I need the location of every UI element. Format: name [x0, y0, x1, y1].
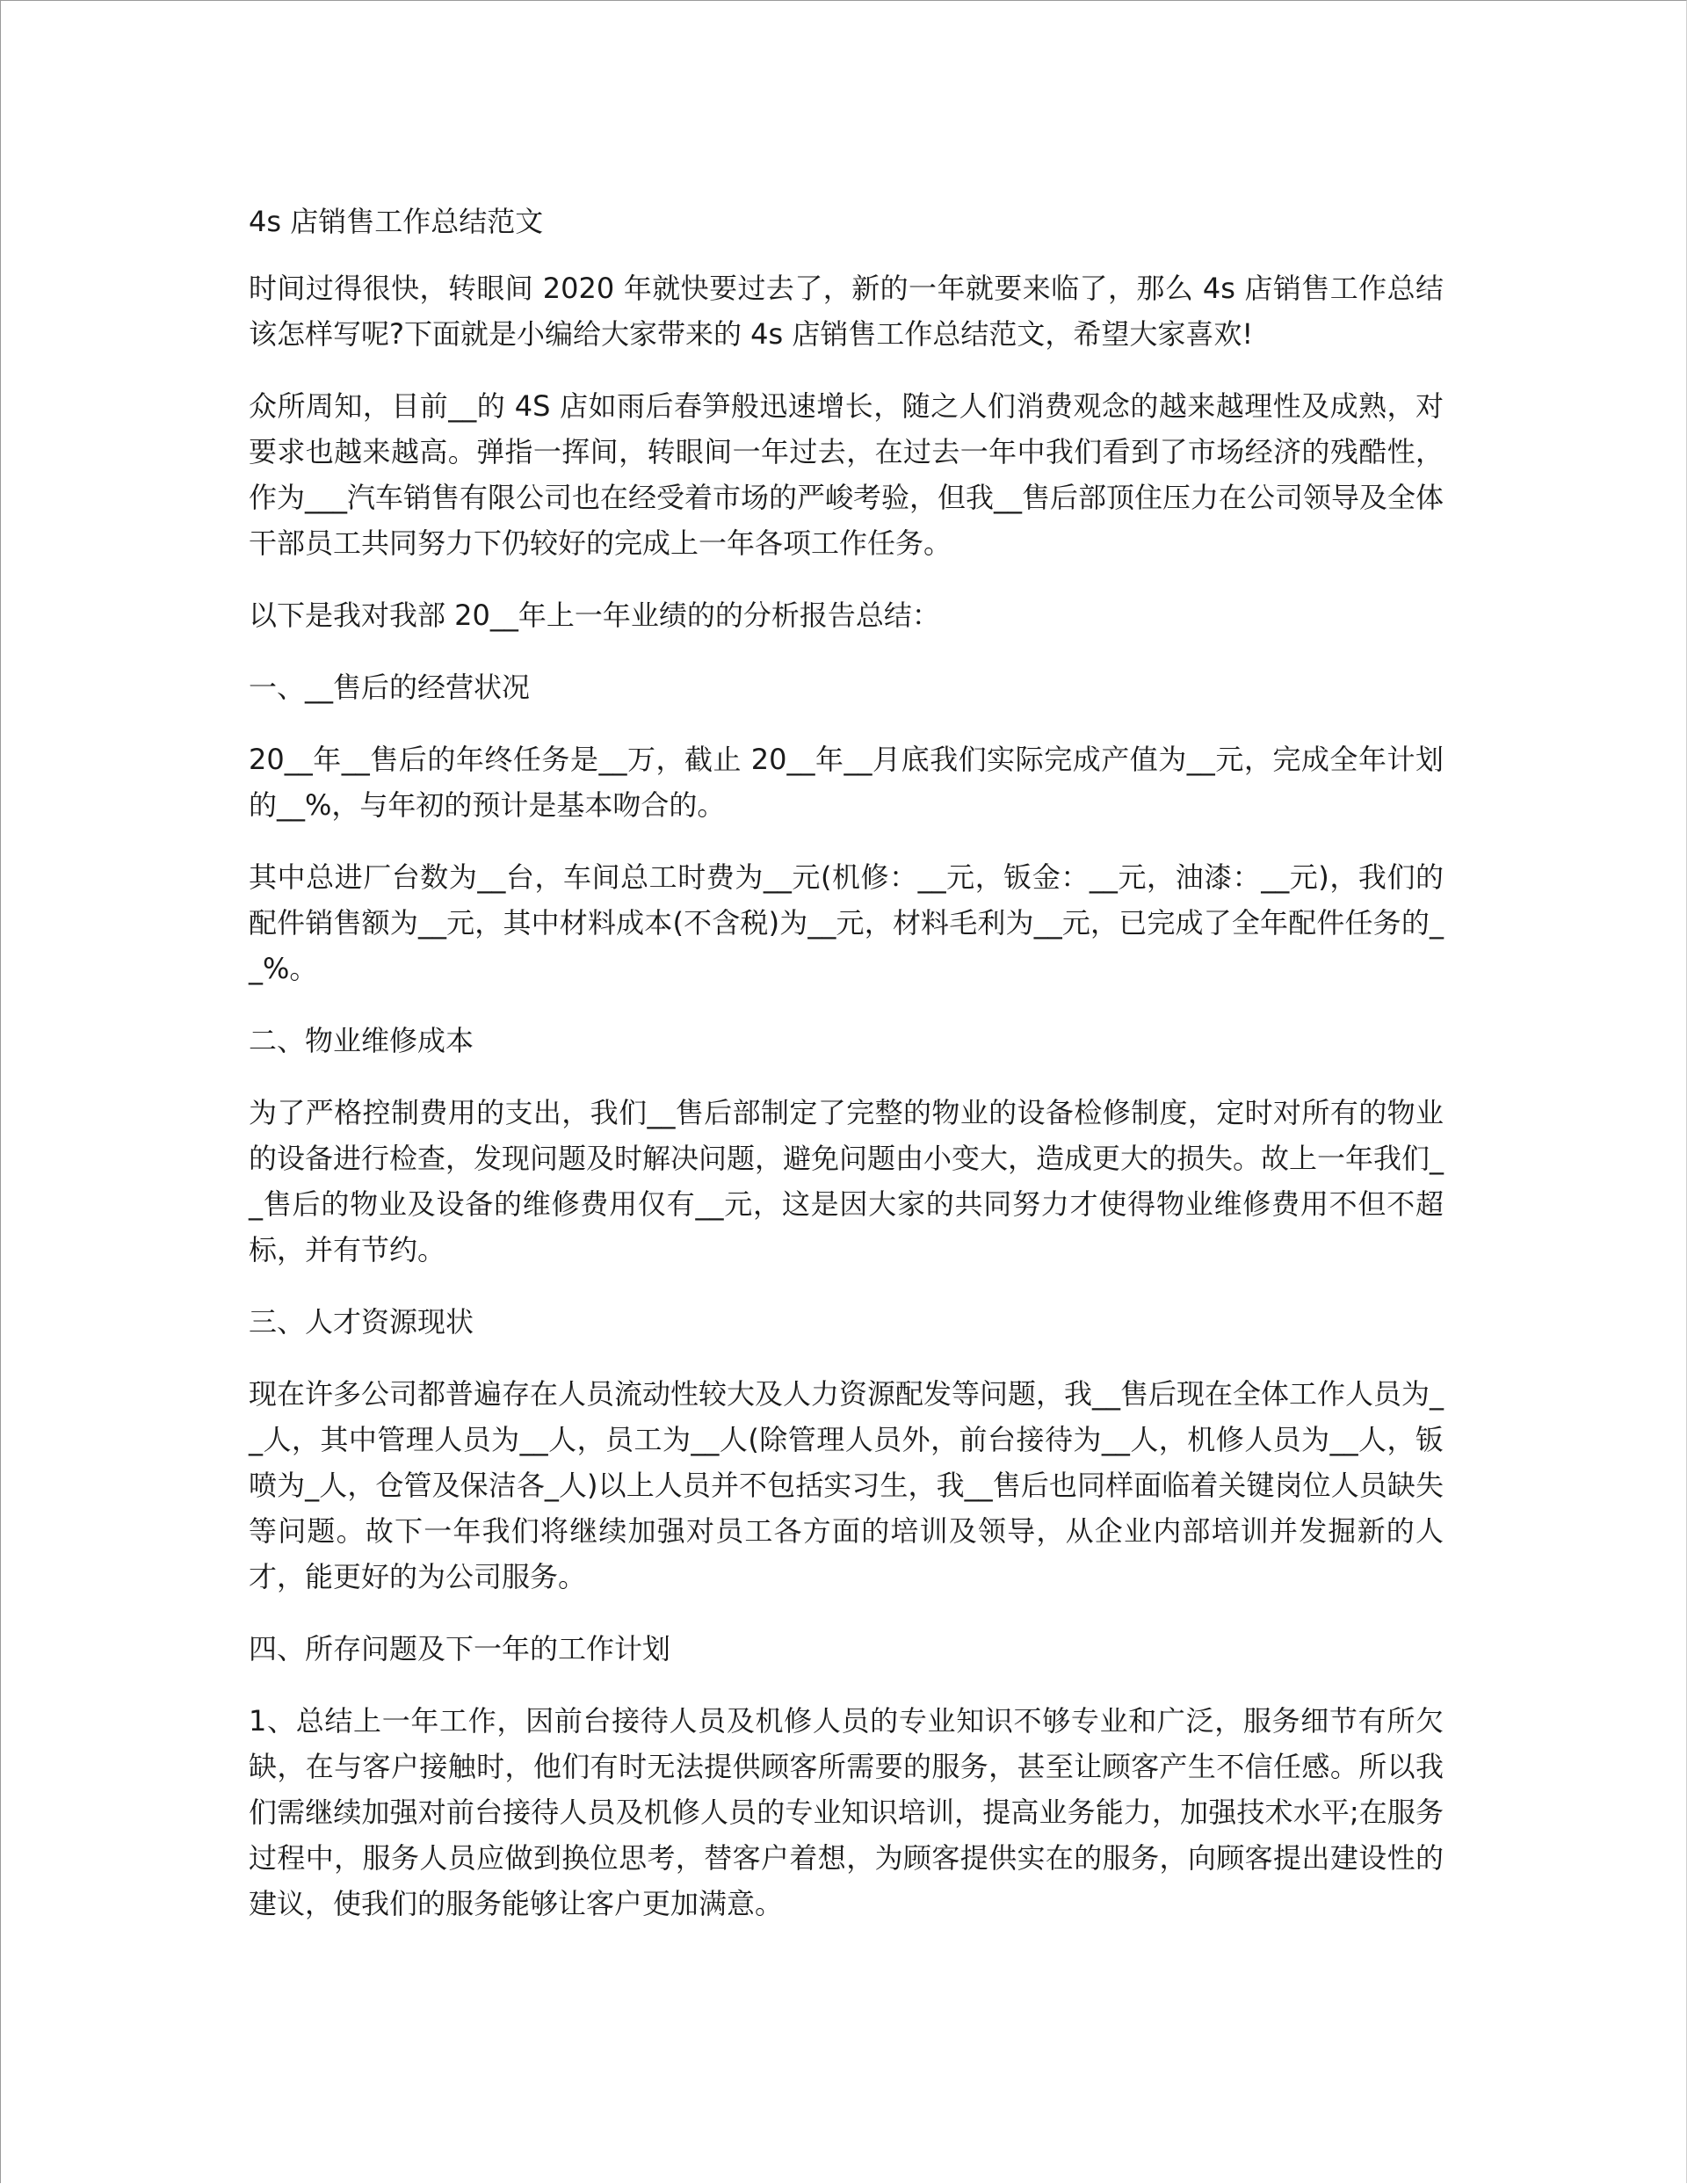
section-1-paragraph-1: 20__年__售后的年终任务是__万，截止 20__年__月底我们实际完成产值为__元，完成全年计划的__%，与年初的预计是基本吻合的。: [249, 743, 1444, 822]
section-3-heading: 三、人才资源现状: [249, 1305, 474, 1339]
section-3-paragraph-1: 现在许多公司都普遍存在人员流动性较大及人力资源配发等问题，我__售后现在全体工作人员为__人，其中管理人员为__人，员工为__人(除管理人员外，前台接待为__人，机修人员为__人，钣喷为_人，仓管及保洁各_人)以上人员并不包括实习生，我__售后也同样面临着关键岗位人员缺失等问题。故下一年我们将继续加强对员工各方面的培训及领导，从企业内部培训并发掘新的人才，能更好的为公司服务。: [249, 1377, 1444, 1593]
section-2-paragraph-1: 为了严格控制费用的支出，我们__售后部制定了完整的物业的设备检修制度，定时对所有的物业的设备进行检查，发现问题及时解决问题，避免问题由小变大，造成更大的损失。故上一年我们__售后的物业及设备的维修费用仅有__元，这是因大家的共同努力才使得物业维修费用不但不超标，并有节约。: [249, 1096, 1444, 1266]
section-4-heading: 四、所存问题及下一年的工作计划: [249, 1632, 671, 1665]
section-4-paragraph-1: 1、总结上一年工作，因前台接待人员及机修人员的专业知识不够专业和广泛，服务细节有所欠缺，在与客户接触时，他们有时无法提供顾客所需要的服务，甚至让顾客产生不信任感。所以我们需继续加强对前台接待人员及机修人员的专业知识培训，提高业务能力，加强技术水平;在服务过程中，服务人员应做到换位思考，替客户着想，为顾客提供实在的服务，向顾客提出建设性的建议，使我们的服务能够让客户更加满意。: [249, 1704, 1444, 1920]
document-title: 4s 店销售工作总结范文: [249, 205, 544, 238]
section-1-paragraph-2: 其中总进厂台数为__台，车间总工时费为__元(机修：__元，钣金：__元，油漆：__元)，我们的配件销售额为__元，其中材料成本(不含税)为__元，材料毛利为__元，已完成了全年配件任务的__%。: [249, 860, 1444, 985]
document-body: [249, 199, 1444, 1953]
report-intro-paragraph: 以下是我对我部 20__年上一年业绩的的分析报告总结：: [249, 599, 940, 632]
context-paragraph: 众所周知，目前__的 4S 店如雨后春笋般迅速增长，随之人们消费观念的越来越理性及成熟，对要求也越来越高。弹指一挥间，转眼间一年过去，在过去一年中我们看到了市场经济的残酷性，作为___汽车销售有限公司也在经受着市场的严峻考验，但我__售后部顶住压力在公司领导及全体干部员工共同努力下仍较好的完成上一年各项工作任务。: [249, 389, 1444, 560]
section-2-heading: 二、物业维修成本: [249, 1024, 474, 1057]
section-1-heading: 一、__售后的经营状况: [249, 671, 531, 704]
intro-paragraph: 时间过得很快，转眼间 2020 年就快要过去了，新的一年就要来临了，那么 4s 店销售工作总结该怎样写呢?下面就是小编给大家带来的 4s 店销售工作总结范文，希望大家喜欢!: [249, 272, 1444, 351]
